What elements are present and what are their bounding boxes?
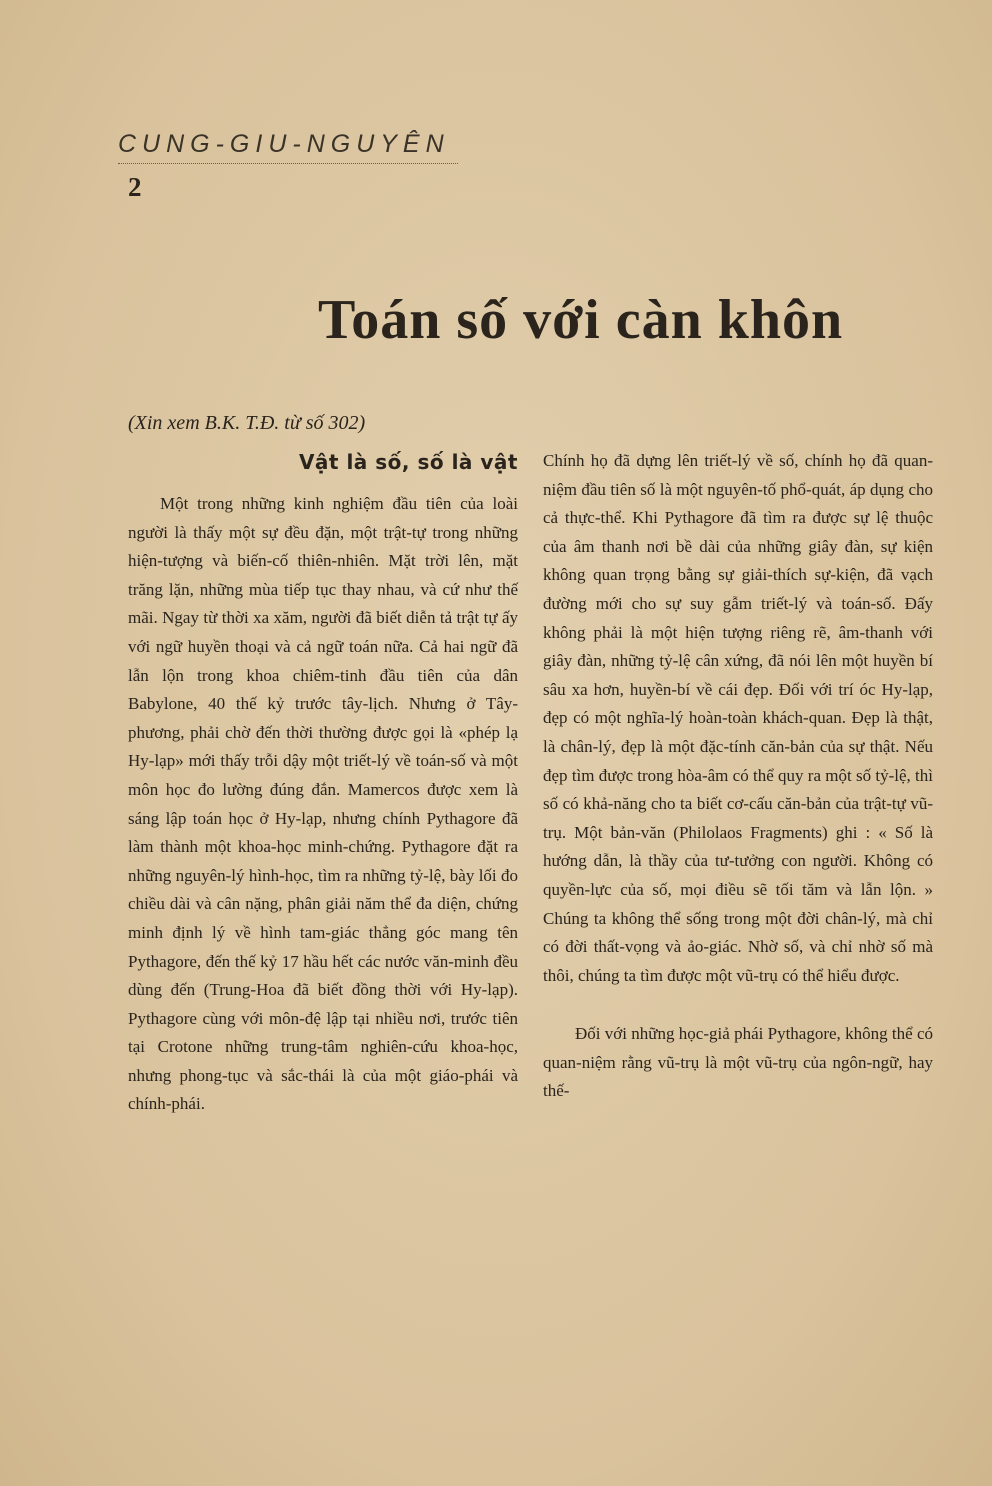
author-divider bbox=[118, 163, 458, 164]
paragraph-gap bbox=[543, 990, 933, 1020]
article-title: Toán số với càn khôn bbox=[318, 289, 844, 351]
author-name: CUNG-GIU-NGUYÊN bbox=[118, 130, 450, 158]
body-paragraph: Một trong những kinh nghiệm đầu tiên của loài người là thấy một sự đều đặn, một trật-tự trong những hiện-tượng và biến-cố thiên-nhiên. Mặt trời lên, mặt trăng lặn, những mùa tiếp tục thay nhau, và cứ như thế mãi. Ngay từ thời xa xăm, người đã biết diễn tả trật tự ấy với ngữ huyền thoại và cả ngữ toán nữa. Cả hai ngữ đã lẫn lộn trong khoa chiêm-tinh đầu tiên của dân Babylone, 40 thế kỷ trước tây-lịch. Nhưng ở Tây-phương, phải chờ đến thời thường được gọi là «phép lạ Hy-lạp» mới thấy trỗi dậy một triết-lý về toán-số và một môn học đo lường đúng đắn. Mamercos được xem là sáng lập toán học ở Hy-lạp, nhưng chính Pythagore đã làm thành một khoa-học minh-chứng. Pythagore đặt ra những nguyên-lý hình-học, tìm ra những tỷ-lệ, bày lối đo chiều dài và cân nặng, phân giải năm thể đa diện, chứng minh định lý về hình tam-giác thẳng góc mang tên Pythagore, đến thế kỷ 17 hầu hết các nước văn-minh đều dùng đến (Trung-Hoa đã biết đồng thời với Hy-lạp). Pythagore cùng với môn-đệ lập tại nhiều nơi, trước tiên tại Crotone những trung-tâm nghiên-cứu khoa-học, nhưng phong-tục và sắc-thái là của một giáo-phái và chính-phái. bbox=[128, 494, 518, 1114]
right-column bbox=[543, 447, 933, 1106]
section-heading: Vật là số, số là vật bbox=[298, 450, 518, 474]
left-column bbox=[128, 490, 518, 1119]
body-paragraph: Chính họ đã dựng lên triết-lý về số, chính họ đã quan-niệm đầu tiên số là một nguyên-tố phổ-quát, áp dụng cho cả thực-thể. Khi Pythagore đã tìm ra được sự lệ thuộc của âm thanh nơi bề dài của những giây đàn, sự kiện không quan trọng bằng sự giải-thích sự-kiện, đã vạch đường mới cho sự suy gẫm triết-lý và toán-số. Đấy không phải là một hiện tượng riêng rẽ, âm-thanh với giây đàn, những tỷ-lệ cân xứng, đã nói lên một huyền bí sâu xa hơn, huyền-bí về cái đẹp. Đối với trí óc Hy-lạp, đẹp có một nghĩa-lý hoàn-toàn khách-quan. Đẹp là thật, là chân-lý, đẹp là một đặc-tính căn-bản của sự thật. Nếu đẹp tìm được trong hòa-âm có thể quy ra một số tỷ-lệ, thì số có khả-năng cho ta biết cơ-cấu căn-bản của trật-tự vũ-trụ. Một bản-văn (Philolaos Fragments) ghi : « Số là hướng dẫn, là thầy của tư-tưởng con người. Không có quyền-lực của số, mọi điều sẽ tối tăm và lẫn lộn. » Chúng ta không thể sống trong một đời chân-lý, mà chỉ có đời thất-vọng và ảo-giác. Nhờ số, và chỉ nhờ số mà thôi, chúng ta tìm được một vũ-trụ có thể hiểu được. bbox=[543, 451, 933, 985]
reference-note: (Xin xem B.K. T.Đ. từ số 302) bbox=[128, 412, 366, 434]
body-paragraph: Đối với những học-giả phái Pythagore, không thể có quan-niệm rằng vũ-trụ là một vũ-trụ của ngôn-ngữ, hay thế- bbox=[543, 1024, 933, 1101]
page-number: 2 bbox=[128, 172, 142, 202]
